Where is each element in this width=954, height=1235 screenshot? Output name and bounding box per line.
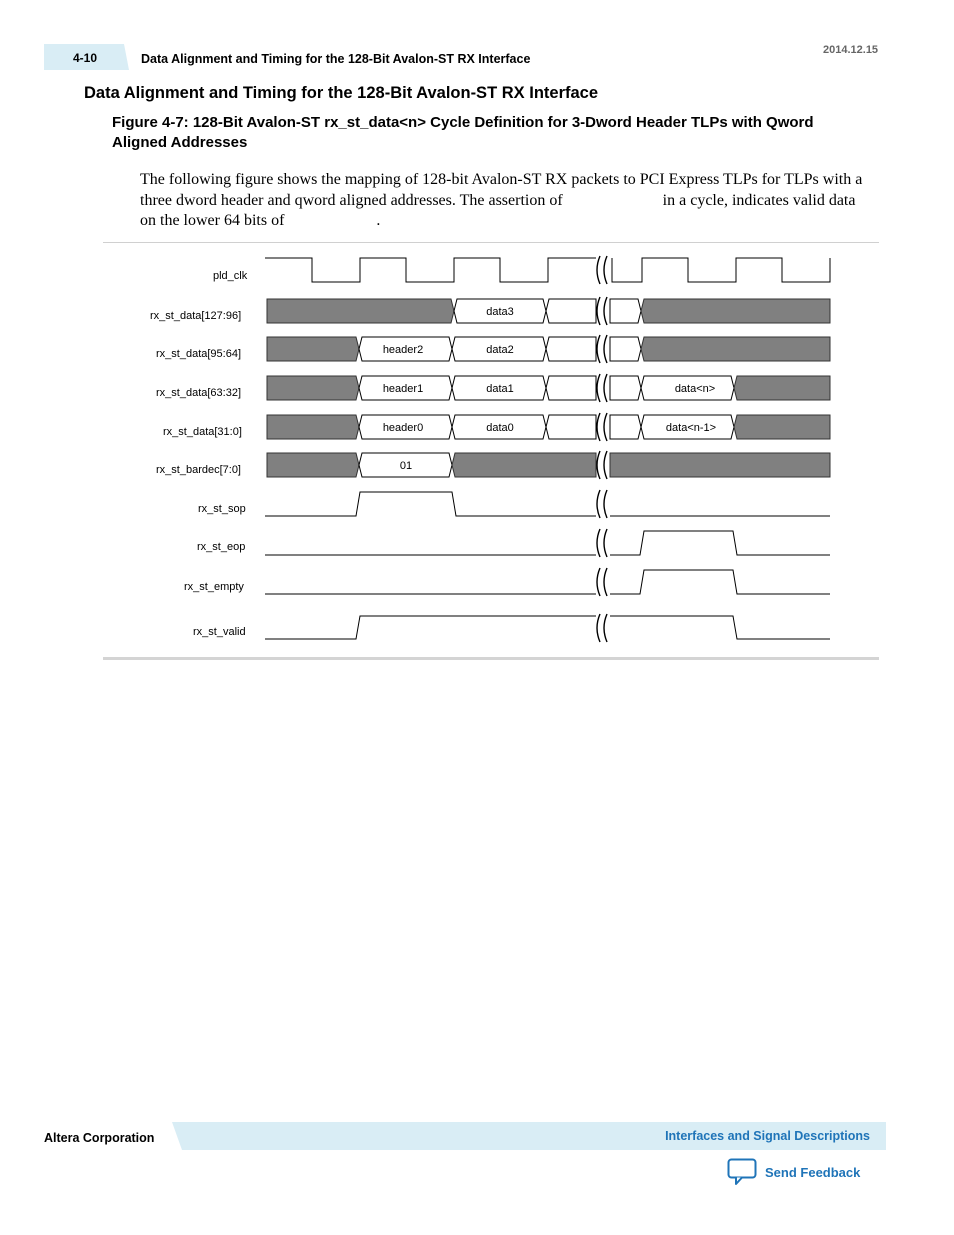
waveform-rx-st-bardec <box>267 453 830 477</box>
signal-label-rx-st-data-95-64: rx_st_data[95:64] <box>156 348 242 360</box>
value-data-n-1: data<n-1> <box>665 422 717 434</box>
signal-label-rx-st-data-127-96: rx_st_data[127:96] <box>150 310 242 322</box>
value-data1: data1 <box>486 383 514 395</box>
value-header0: header0 <box>382 422 424 434</box>
signal-label-rx-st-data-31-0: rx_st_data[31:0] <box>163 426 242 438</box>
value-data-n: data<n> <box>674 383 716 395</box>
value-header1: header1 <box>382 383 424 395</box>
waveform-rx-st-data-95-64 <box>267 337 830 361</box>
running-header-title: Data Alignment and Timing for the 128-Bit Avalon-ST RX Interface <box>141 52 531 66</box>
waveform-rx-st-data-127-96 <box>267 299 830 323</box>
page-number: 4-10 <box>73 51 98 65</box>
footer-corporation: Altera Corporation <box>44 1131 155 1145</box>
value-bardec-01: 01 <box>399 460 413 472</box>
value-data0: data0 <box>486 422 514 434</box>
waveform-rx-st-data-31-0 <box>267 415 830 439</box>
body-text-part1: The following figure shows the mapping of 128-bit Avalon-ST RX packets to PCI Express TLPs for TLPs with a three dword header and qword aligned addresses. The assertion of <box>140 171 863 209</box>
signal-label-rx-st-eop: rx_st_eop <box>197 541 246 553</box>
send-feedback-label: Send Feedback <box>765 1164 861 1180</box>
body-text-part3: . <box>376 212 381 229</box>
signal-label-rx-st-empty: rx_st_empty <box>184 581 244 593</box>
signal-label-rx-st-valid: rx_st_valid <box>193 626 246 638</box>
waveform-rx-st-valid <box>265 616 596 639</box>
value-data3: data3 <box>486 306 514 318</box>
signal-label-rx-st-data-63-32: rx_st_data[63:32] <box>156 387 242 399</box>
send-feedback-button[interactable] <box>727 1158 860 1186</box>
body-text-part2: in a cycle, indicates valid data on the lower 64 bits of <box>140 191 856 229</box>
figure-bottom-rule <box>103 657 879 660</box>
figure-title: Figure 4-7: 128-Bit Avalon-ST rx_st_data<n> Cycle Definition for 3-Dword Header TLPs with Qword Aligned Addresses <box>112 114 814 151</box>
signal-label-pld-clk: pld_clk <box>213 270 248 282</box>
value-data2: data2 <box>486 344 514 356</box>
footer-chapter-link[interactable]: Interfaces and Signal Descriptions <box>665 1129 870 1143</box>
feedback-icon <box>727 1158 757 1186</box>
waveform-rx-st-sop <box>265 492 596 516</box>
time-break-marks <box>597 256 607 642</box>
clock-waveform <box>265 258 596 282</box>
signal-label-rx-st-sop: rx_st_sop <box>198 503 246 515</box>
signal-label-rx-st-bardec: rx_st_bardec[7:0] <box>156 464 241 476</box>
revision-date: 2014.12.15 <box>823 44 879 56</box>
section-title: Data Alignment and Timing for the 128-Bit Avalon-ST RX Interface <box>84 84 599 102</box>
waveform-rx-st-data-63-32 <box>267 376 830 400</box>
value-header2: header2 <box>382 344 424 356</box>
